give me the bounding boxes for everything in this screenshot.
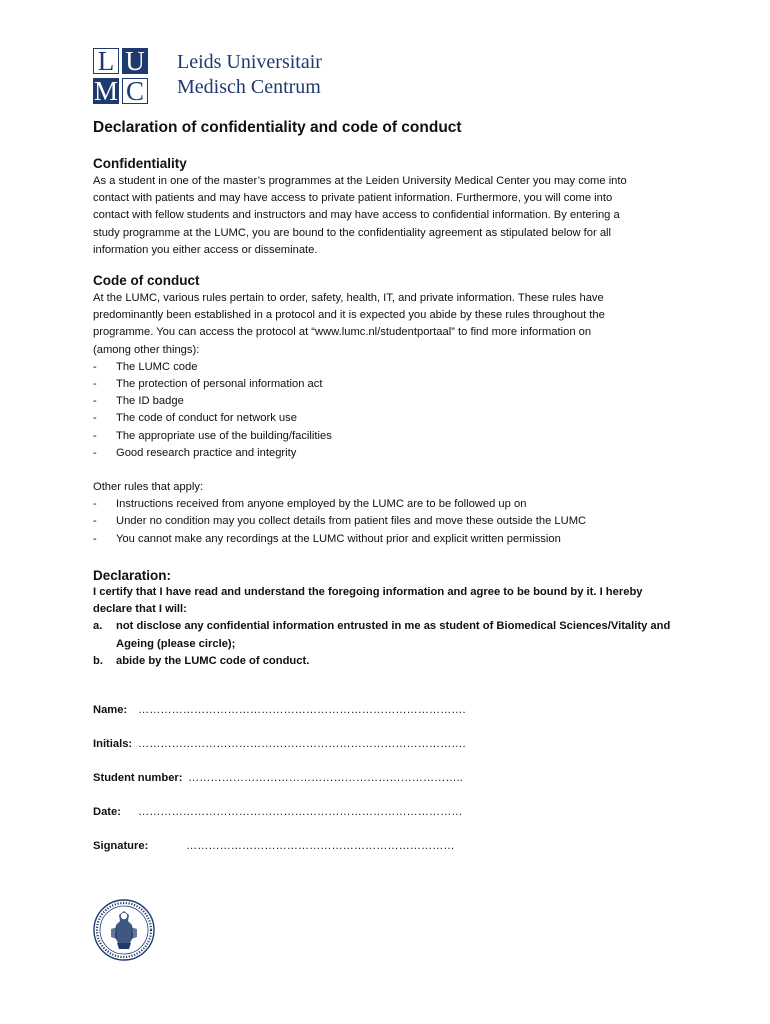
dash-bullet: - — [93, 532, 97, 545]
paragraph-line: declare that I will: — [93, 603, 187, 616]
logo-letter-m: M — [93, 76, 118, 106]
dash-bullet: - — [93, 395, 97, 408]
list-item — [93, 445, 693, 462]
paragraph-line: contact with patients and may have access to private patient information. Furthermore, you will come into — [93, 192, 613, 205]
list-item — [93, 359, 693, 376]
paragraph-line: contact with fellow students and instructors and may have access to confidential information. By entering a — [93, 209, 620, 222]
paragraph-line: (among other things): — [93, 343, 200, 356]
document-title: Declaration of confidentiality and code of conduct — [93, 119, 462, 136]
list-item — [93, 513, 693, 530]
dash-bullet: - — [93, 378, 97, 391]
dash-bullet: - — [93, 515, 97, 528]
name-field[interactable] — [93, 704, 466, 716]
list-item — [93, 376, 693, 393]
list-item-text: The protection of personal information act — [116, 378, 323, 391]
date-field[interactable] — [93, 806, 463, 818]
student-number-field[interactable] — [93, 772, 463, 784]
list-item-text: Ageing (please circle); — [116, 637, 236, 650]
signature-field[interactable] — [93, 840, 455, 852]
field-dots[interactable]: ……………………………………………………………………………. — [138, 704, 466, 716]
dash-bullet: - — [93, 446, 97, 459]
dash-bullet: - — [93, 360, 97, 373]
field-dots[interactable]: ……………………………………………………………… — [186, 840, 455, 852]
code-of-conduct-section — [93, 273, 693, 548]
initials-field[interactable] — [93, 738, 466, 750]
list-item — [93, 531, 693, 548]
field-dots[interactable]: …………………………………………………………………………… — [138, 806, 463, 818]
list-item — [93, 410, 693, 427]
other-rules-intro: Other rules that apply: — [93, 481, 204, 494]
field-dots[interactable]: ……………………………………………………………….. — [188, 772, 463, 784]
paragraph-line: programme. You can access the protocol at “www.lumc.nl/studentportaal” to find more information on — [93, 326, 592, 339]
list-item-text: The ID badge — [116, 395, 184, 408]
paragraph-line: At the LUMC, various rules pertain to order, safety, health, IT, and private information. These rules have — [93, 292, 604, 304]
list-item-text: You cannot make any recordings at the LUMC without prior and explicit written permission — [116, 532, 561, 545]
list-item-text: Good research practice and integrity — [116, 446, 297, 459]
list-marker: a. — [93, 620, 103, 633]
dash-bullet: - — [93, 498, 97, 511]
field-label: Student number: — [93, 772, 183, 784]
paragraph-line: information you either access or disseminate. — [93, 243, 318, 256]
lumc-logo — [93, 48, 363, 106]
field-label: Initials: — [93, 738, 133, 750]
list-marker: b. — [93, 654, 103, 667]
list-item-text: The code of conduct for network use — [116, 412, 297, 425]
logo-letter-l: L — [97, 46, 115, 76]
list-item — [93, 393, 693, 410]
list-item — [93, 618, 693, 652]
list-item-text: The LUMC code — [116, 360, 198, 373]
logo-name-line2: Medisch Centrum — [177, 76, 321, 98]
confidentiality-section — [93, 156, 693, 259]
field-dots[interactable]: ……………………………………………………………………………. — [138, 738, 466, 750]
list-item — [93, 653, 693, 670]
rules-list — [93, 359, 693, 462]
university-seal-icon — [93, 899, 155, 961]
logo-letter-c: C — [125, 76, 144, 106]
code-of-conduct-heading: Code of conduct — [93, 273, 200, 288]
dash-bullet: - — [93, 429, 97, 442]
list-item-text: The appropriate use of the building/facilities — [116, 429, 332, 442]
field-label: Name: — [93, 704, 128, 716]
declaration-list — [93, 618, 693, 670]
field-label: Signature: — [93, 840, 149, 852]
logo-name-line1: Leids Universitair — [177, 51, 322, 73]
list-item — [93, 496, 693, 513]
list-item-text: Instructions received from anyone employed by the LUMC are to be followed up on — [116, 498, 527, 511]
paragraph-line: study programme at the LUMC, you are bound to the confidentiality agreement as stipulated below for all — [93, 226, 612, 239]
paragraph-line: As a student in one of the master’s programmes at the Leiden University Medical Center you may come into — [93, 175, 627, 187]
field-label: Date: — [93, 806, 121, 818]
list-item-text: Under no condition may you collect details from patient files and move these outside the LUMC — [116, 515, 587, 528]
declaration-section — [93, 568, 693, 670]
other-rules-list — [93, 496, 693, 548]
paragraph-line: predominantly been established in a protocol and it is expected you abide by these rules throughout the — [93, 309, 605, 322]
confidentiality-heading: Confidentiality — [93, 156, 187, 171]
list-item-text: abide by the LUMC code of conduct. — [116, 654, 310, 667]
list-item — [93, 428, 693, 445]
paragraph-line: I certify that I have read and understand the foregoing information and agree to be bound by it. I hereby — [93, 586, 643, 598]
list-item-text: not disclose any confidential information entrusted in me as student of Biomedical Sciences/Vitality and — [116, 620, 671, 633]
dash-bullet: - — [93, 412, 97, 425]
logo-letter-u: U — [125, 46, 145, 76]
declaration-heading: Declaration: — [93, 568, 172, 583]
